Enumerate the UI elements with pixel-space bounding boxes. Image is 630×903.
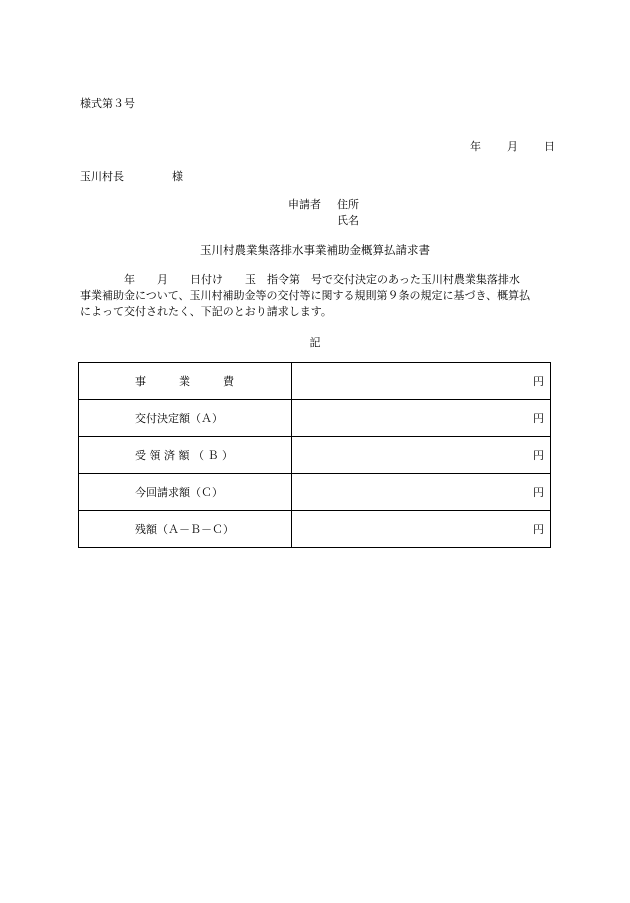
row-label-remaining: 残額（Ａ－Ｂ－Ｃ） [79, 511, 292, 548]
date-month: 月 [507, 140, 518, 153]
body-office: 玉 [245, 273, 256, 286]
row-value-remaining: 円 [292, 511, 551, 548]
applicant-address-label: 住所 [337, 198, 359, 211]
row-value-grant-decision: 円 [292, 400, 551, 437]
addressee [80, 168, 183, 184]
document-title: 玉川村農業集落排水事業補助金概算払請求書 [200, 243, 430, 257]
table-row [79, 363, 551, 400]
amount-table [78, 362, 551, 548]
row-value-project-cost: 円 [292, 363, 551, 400]
body-line-2: 事業補助金について、玉川村補助金等の交付等に関する規則第９条の規定に基づき、概算払 [80, 289, 531, 302]
applicant-name-label: 氏名 [337, 214, 359, 227]
body-line-3: によって交付されたく、下記のとおり請求します。 [80, 305, 332, 318]
row-value-current-request: 円 [292, 474, 551, 511]
addressee-honorific: 様 [172, 170, 183, 183]
body-line-1 [80, 272, 552, 288]
table-row [79, 400, 551, 437]
row-label-grant-decision: 交付決定額（Ａ） [79, 400, 292, 437]
applicant-label: 申請者 [288, 198, 321, 211]
row-label-received: 受 領 済 額 （ Ｂ ） [79, 437, 292, 474]
table-row [79, 437, 551, 474]
body-year: 年 [124, 273, 135, 286]
addressee-name: 玉川村長 [80, 170, 124, 183]
form-number: 様式第３号 [80, 97, 135, 110]
table-row [79, 511, 551, 548]
row-value-received: 円 [292, 437, 551, 474]
row-label-project-cost: 事 業 費 [79, 363, 292, 400]
body-month: 月 [157, 273, 168, 286]
date-year: 年 [470, 140, 481, 153]
request-body [80, 272, 552, 320]
ki-heading: 記 [309, 336, 321, 349]
date-line [470, 138, 555, 154]
date-day: 日 [544, 140, 555, 153]
table-row [79, 474, 551, 511]
row-label-current-request: 今回請求額（Ｃ） [79, 474, 292, 511]
body-date-suffix: 日付け [190, 273, 223, 286]
body-directive: 指令第 [267, 273, 300, 286]
body-line-1-rest: 号で交付決定のあった玉川村農業集落排水 [311, 273, 520, 286]
